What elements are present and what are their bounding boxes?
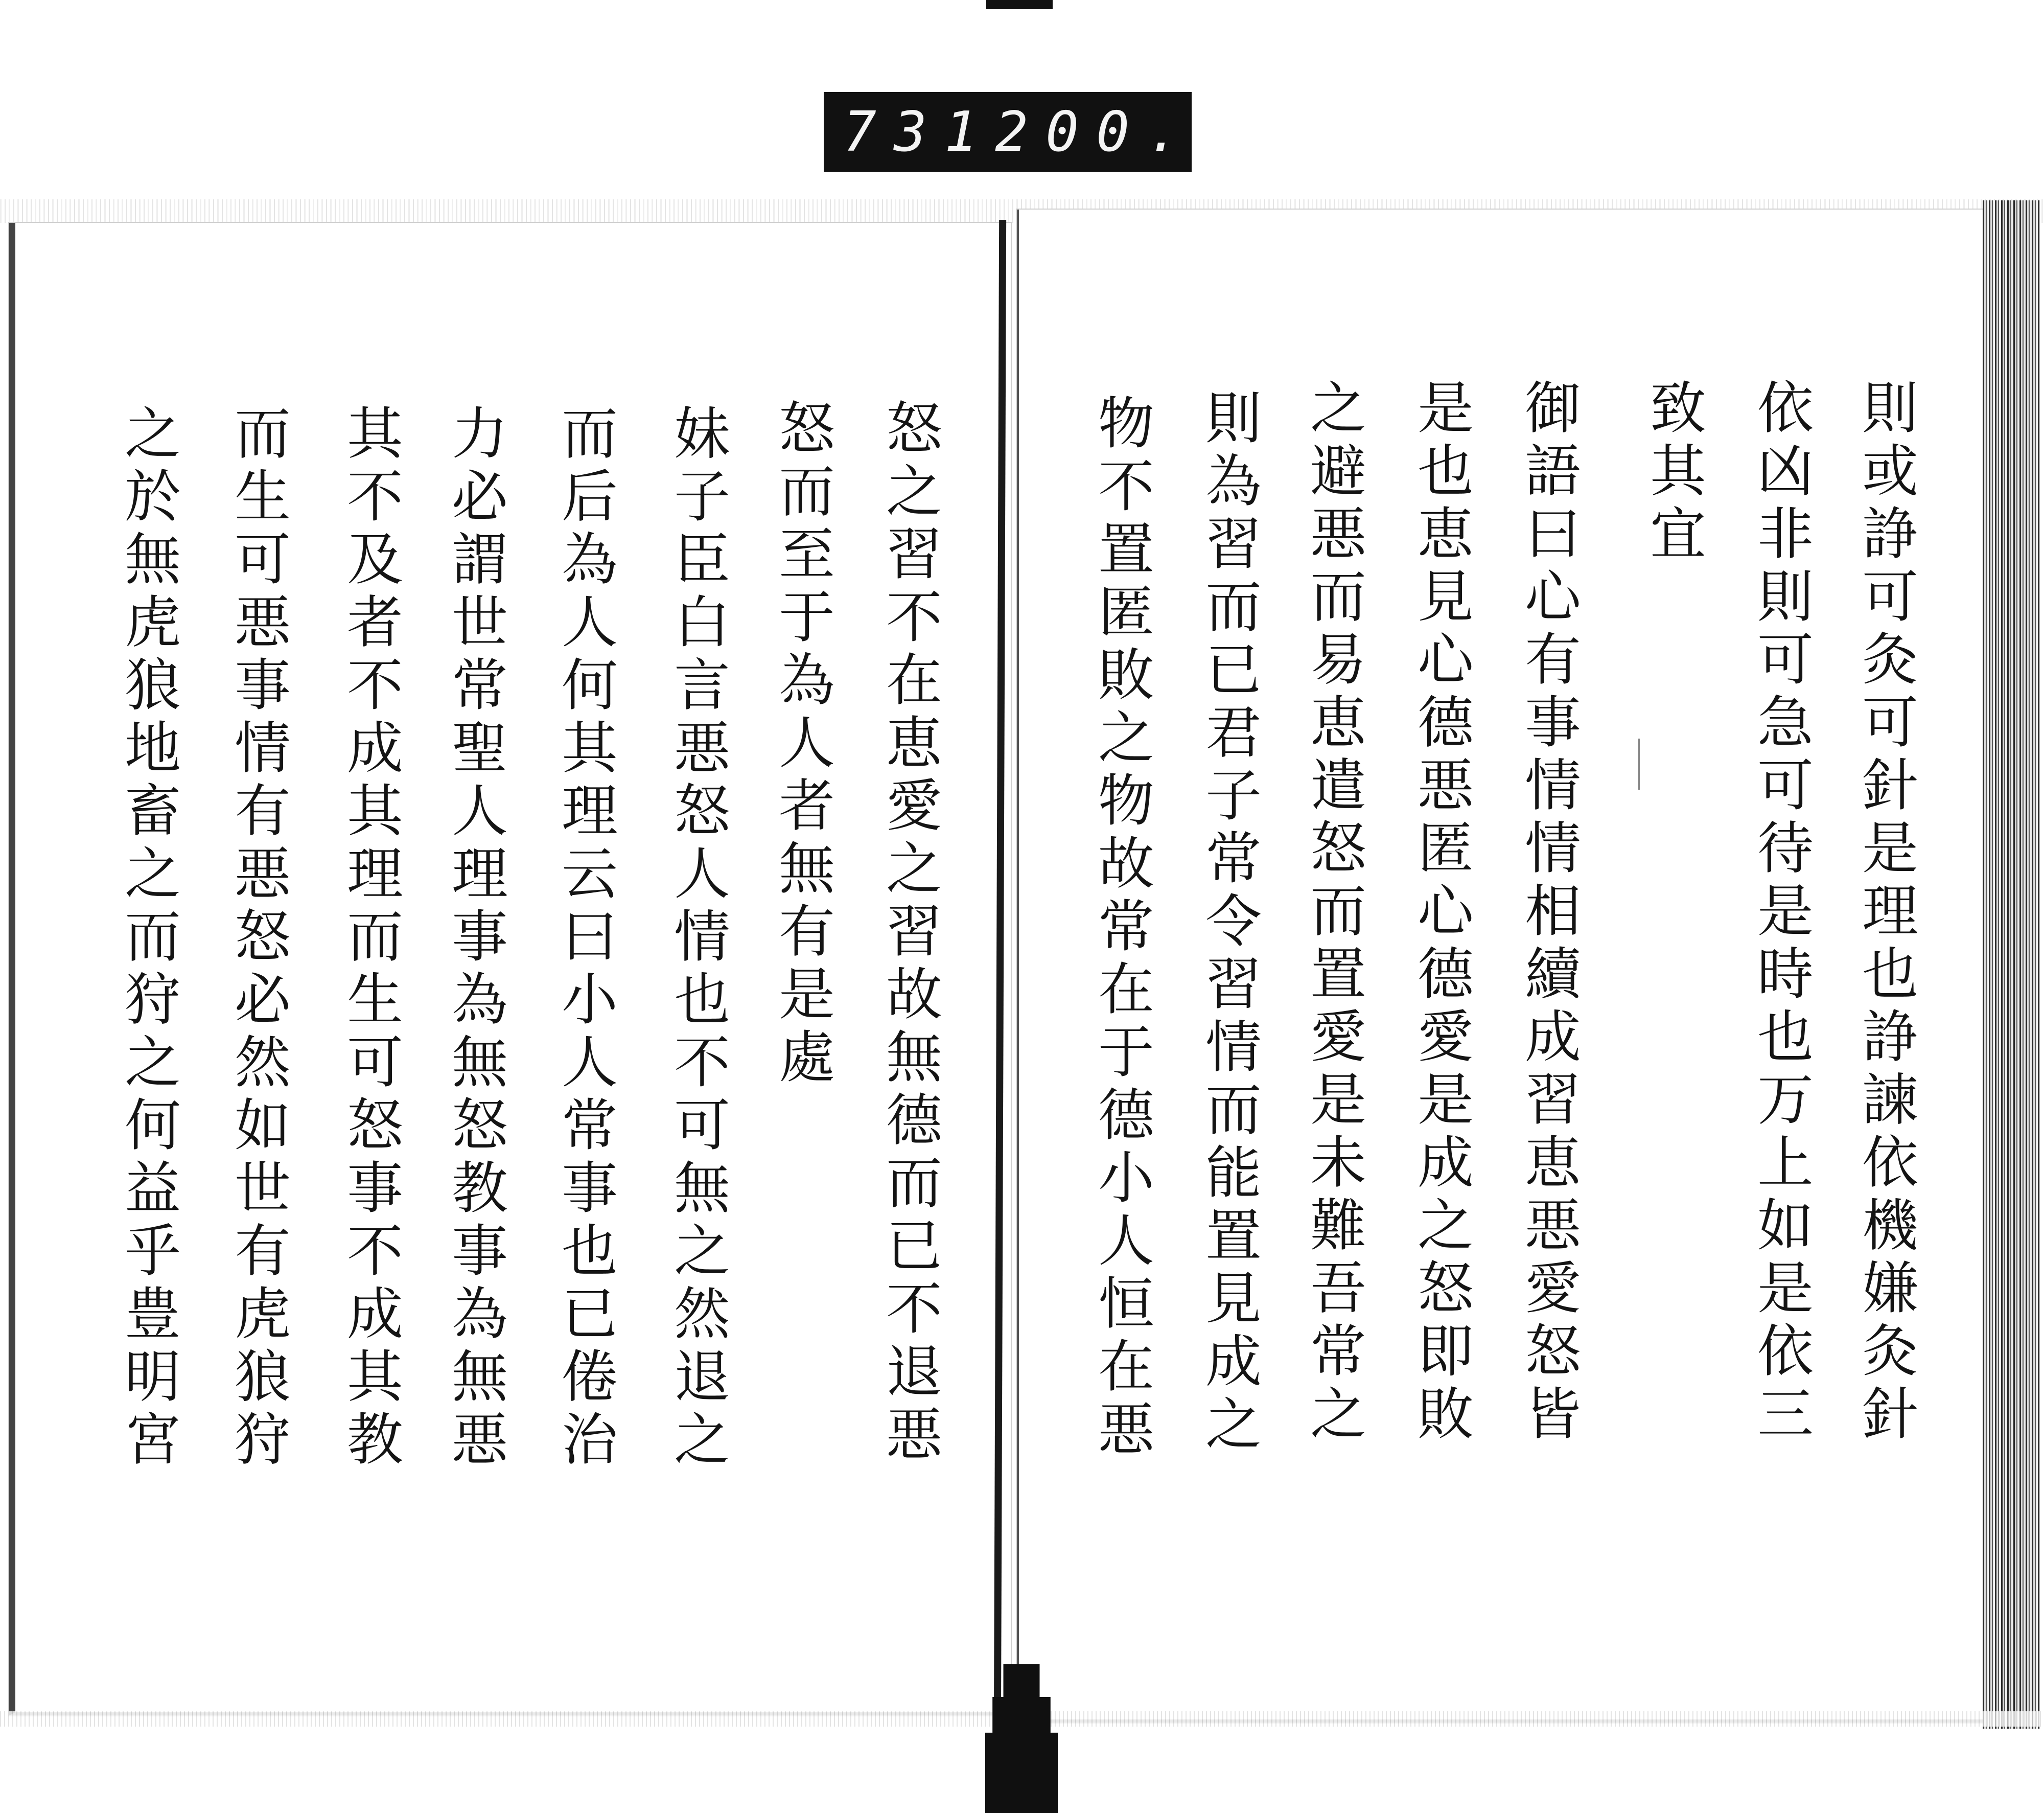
left-page-column-1: 怒之習不在恵愛之習故無德而已不退悪 bbox=[877, 399, 942, 1467]
frame-number-label bbox=[824, 92, 1198, 172]
page-stack-edge bbox=[1983, 200, 2040, 1729]
left-page-column-3: 妹子臣白言悪怒人情也不可無之然退之 bbox=[665, 404, 730, 1473]
right-page-column-2: 依凶非則可急可待是時也万上如是依三 bbox=[1748, 378, 1814, 1447]
right-page-column-5: 是也恵見心德悪匿心德愛是成之怒即敗 bbox=[1408, 378, 1474, 1447]
frame-number-right: 200. bbox=[995, 100, 1198, 164]
right-page-column-4: 御語曰心有事情情相續成習恵悪愛怒皆 bbox=[1516, 378, 1581, 1447]
right-page-column-3: 致其宜 bbox=[1641, 378, 1706, 567]
right-page bbox=[1017, 210, 1983, 1723]
frame-number-left: 731 bbox=[843, 100, 995, 164]
right-page-column-7: 則為習而已君子常令習情而能置見成之 bbox=[1196, 388, 1262, 1457]
top-clip-mark bbox=[986, 0, 1053, 9]
left-page-column-6: 其不及者不成其理而生可怒事不成其教 bbox=[338, 404, 403, 1473]
right-page-column-1: 則或諍可灸可針是理也諍諫依機嫌灸針 bbox=[1853, 378, 1918, 1447]
left-page-column-4: 而后為人何其理云曰小人常事也已倦治 bbox=[552, 404, 618, 1473]
left-page-column-8: 之於無虎狼地畜之而狩之何益乎豊明宮 bbox=[115, 404, 181, 1473]
book-gutter-edge bbox=[1017, 210, 1019, 1723]
right-page-column-6: 之避悪而易恵遣怒而置愛是未難吾常之 bbox=[1301, 378, 1366, 1447]
right-page-column-8: 物不置匿敗之物故常在于德小人恒在悪 bbox=[1089, 394, 1154, 1462]
left-page-column-7: 而生可悪事情有悪怒必然如世有虎狼狩 bbox=[225, 404, 291, 1473]
left-page-column-5: 力必謂世常聖人理事為無怒教事為無悪 bbox=[443, 404, 508, 1473]
left-page-column-2: 怒而至于為人者無有是處 bbox=[770, 399, 835, 1090]
pencil-mark bbox=[1638, 739, 1640, 790]
